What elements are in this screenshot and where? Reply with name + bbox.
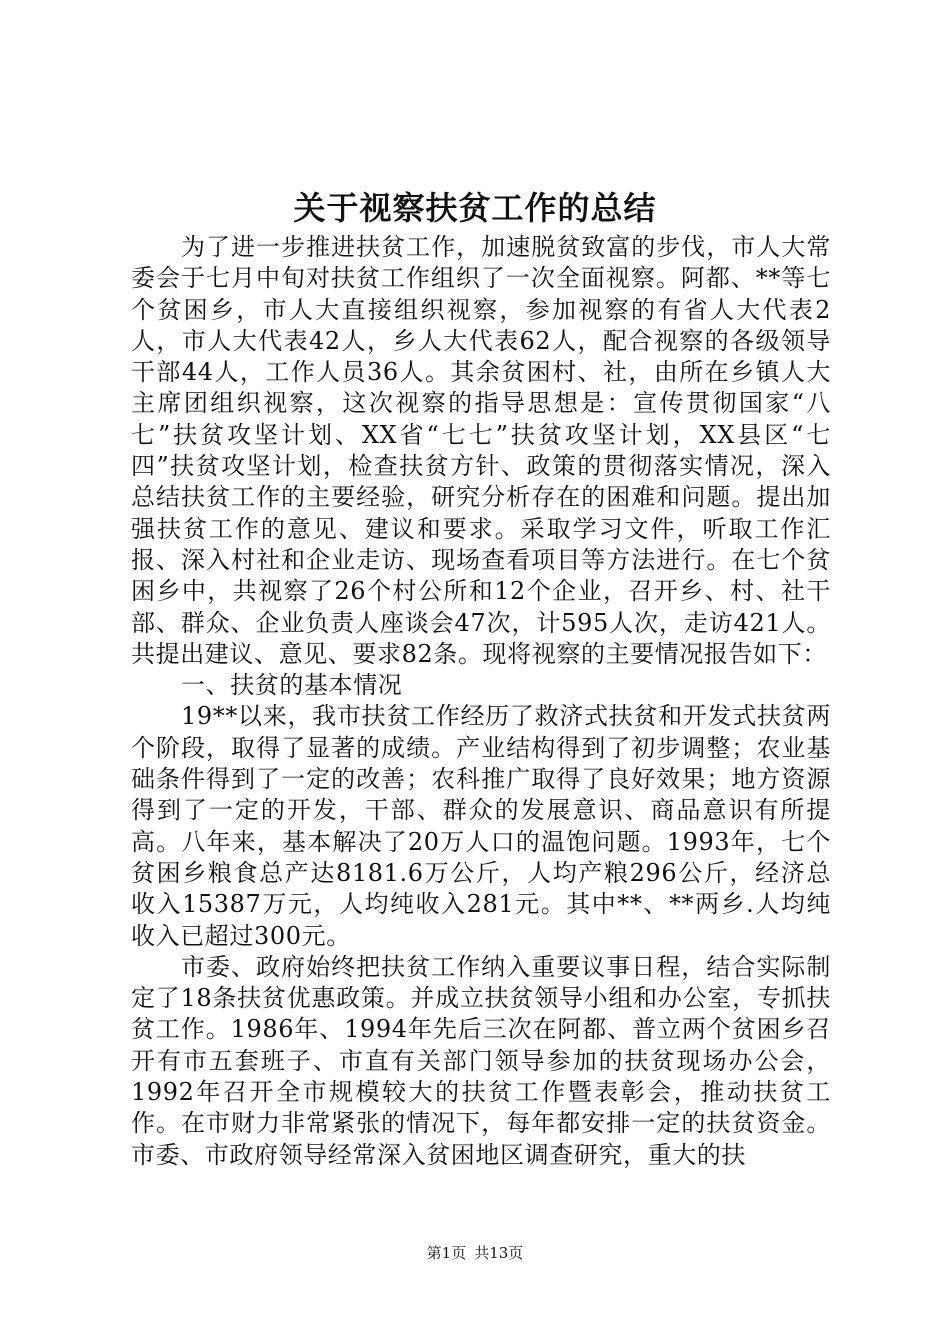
paragraph-government-measures: 市委、政府始终把扶贫工作纳入重要议事日程，结合实际制定了18条扶贫优惠政策。并成立扶贫领导小组和办公室，专抓扶贫工作。1986年、1994年先后三次在阿都、普立两个贫困乡召开有市五套班子、市直有关部门领导参加的扶贫现场办公会，1992年召开全市规模较大的扶贫工作暨表彰会，推动扶贫工作。在市财力非常紧张的情况下，每年都安排一定的扶贫资金。市委、市政府领导经常深入贫困地区调查研究，重大的扶 (131, 952, 831, 1169)
section-heading-basic-situation: 一、扶贫的基本情况 (181, 671, 403, 700)
paragraph-achievements: 19**以来，我市扶贫工作经历了救济式扶贫和开发式扶贫两个阶段，取得了显著的成绩。产业结构得到了初步调整；农业基础条件得到了一定的改善；农科推广取得了良好效果；地方资源得到了一定的开发，干部、群众的发展意识、商品意识有所提高。八年来，基本解决了20万人口的温饱问题。1993年，七个贫困乡粮食总产达8181.6万公斤，人均产粮296公斤，经济总收入15387万元，人均纯收入281元。其中**、**两乡.人均纯收入已超过300元。 (131, 702, 831, 950)
page-footer (0, 1243, 950, 1263)
document-title: 关于视察扶贫工作的总结 (293, 189, 657, 227)
document-body (131, 232, 831, 1171)
page-number: 第1页 (426, 1244, 467, 1262)
page-total: 共13页 (474, 1244, 524, 1262)
paragraph-intro: 为了进一步推进扶贫工作，加速脱贫致富的步伐，市人大常委会于七月中旬对扶贫工作组织了一次全面视察。阿都、**等七个贫困乡，市人大直接组织视察，参加视察的有省人大代表2人，市人大代表42人，乡人大代表62人，配合视察的各级领导干部44人，工作人员36人。其余贫困村、社，由所在乡镇人大主席团组织视察，这次视察的指导思想是：宣传贯彻国家“八七”扶贫攻坚计划、XX省“七七”扶贫攻坚计划，XX县区“七四”扶贫攻坚计划，检查扶贫方针、政策的贯彻落实情况，深入总结扶贫工作的主要经验，研究分析存在的困难和问题。提出加强扶贫工作的意见、建议和要求。采取学习文件，听取工作汇报、深入村社和企业走访、现场查看项目等方法进行。在七个贫困乡中，共视察了26个村公所和12个企业，召开乡、村、社干部、群众、企业负责人座谈会47次，计595人次，走访421人。共提出建议、意见、要求82条。现将视察的主要情况报告如下： (131, 233, 831, 668)
